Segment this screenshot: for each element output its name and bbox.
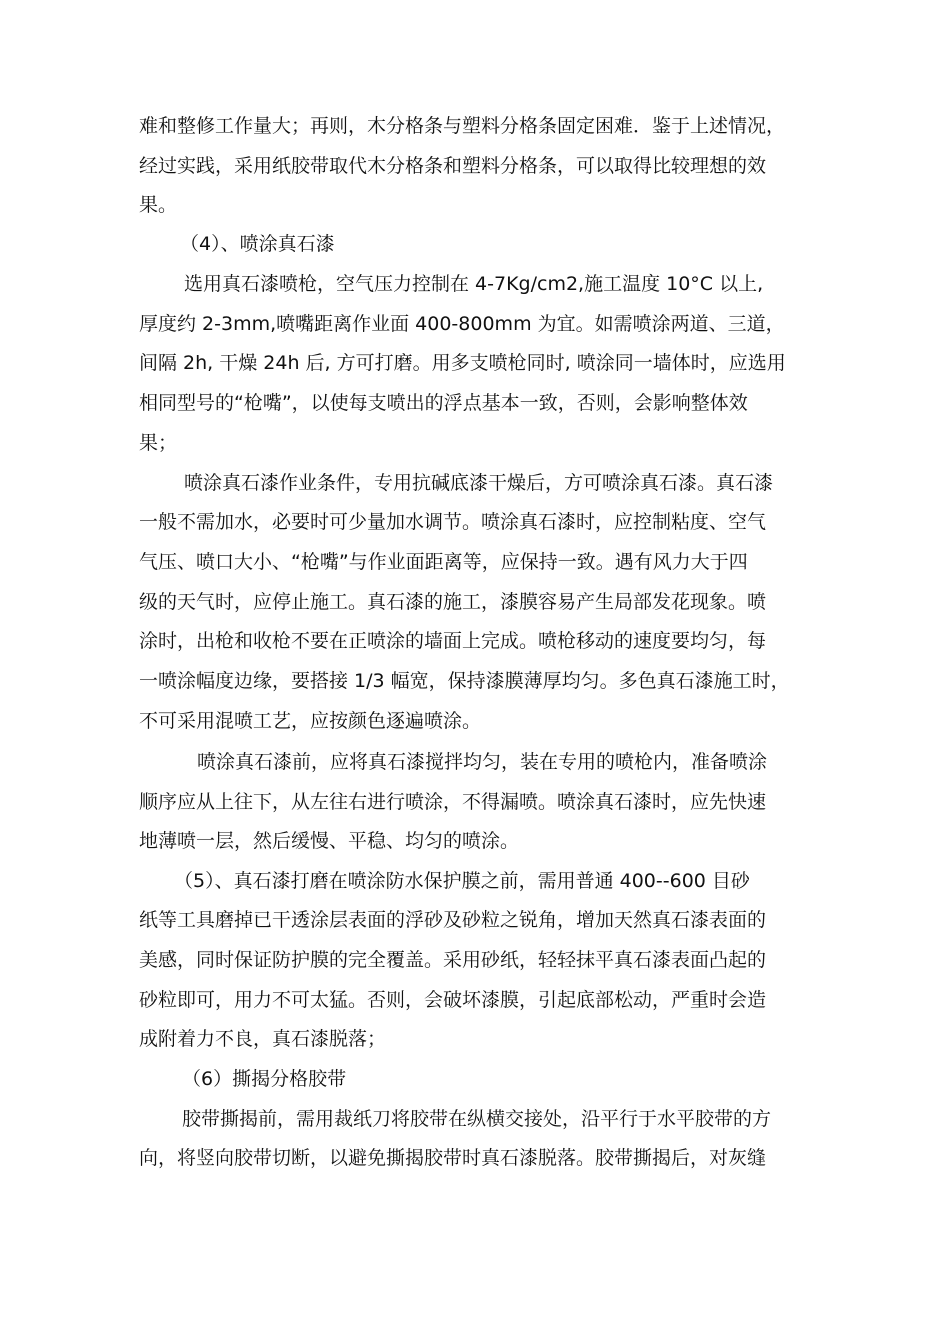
text-line: 经过实践，采用纸胶带取代木分格条和塑料分格条，可以取得比较理想的效	[139, 155, 767, 177]
text-line: 顺序应从上往下，从左往右进行喷涂，不得漏喷。喷涂真石漆时，应先快速	[139, 791, 767, 813]
text-line: 向，将竖向胶带切断，以避免撕揭胶带时真石漆脱落。胶带撕揭后，对灰缝	[139, 1147, 767, 1169]
text-line: 选用真石漆喷枪，空气压力控制在 4-7Kg/cm2,施工温度 10°C 以上,	[184, 273, 764, 295]
text-line: 纸等工具磨掉已干透涂层表面的浮砂及砂粒之锐角，增加天然真石漆表面的	[139, 909, 767, 931]
text-line: 相同型号的“枪嘴”，以使每支喷出的浮点基本一致，否则，会影响整体效	[139, 392, 748, 414]
text-line: 砂粒即可，用力不可太猛。否则，会破坏漆膜，引起底部松动，严重时会造	[139, 989, 767, 1011]
text-line: 级的天气时，应停止施工。真石漆的施工，漆膜容易产生局部发花现象。喷	[139, 591, 767, 613]
text-line: 地薄喷一层，然后缓慢、平稳、均匀的喷涂。	[139, 830, 520, 852]
text-line: 喷涂真石漆前，应将真石漆搅拌均匀，装在专用的喷枪内，准备喷涂	[197, 751, 768, 773]
section-heading-4: （4）、喷涂真石漆	[180, 233, 335, 255]
text-line: 一般不需加水，必要时可少量加水调节。喷涂真石漆时，应控制粘度、空气	[139, 511, 767, 533]
text-line: 难和整修工作量大；再则，木分格条与塑料分格条固定困难．鉴于上述情况，	[139, 115, 786, 137]
text-line: 美感，同时保证防护膜的完全覆盖。采用砂纸，轻轻抹平真石漆表面凸起的	[139, 949, 767, 971]
text-line: 一喷涂幅度边缘，要搭接 1/3 幅宽，保持漆膜薄厚均匀。多色真石漆施工时，	[139, 670, 790, 692]
text-line: 成附着力不良，真石漆脱落；	[139, 1028, 387, 1050]
text-line: 喷涂真石漆作业条件，专用抗碱底漆干燥后，方可喷涂真石漆。真石漆	[184, 472, 774, 494]
text-line: 果。	[139, 194, 178, 216]
section-heading-5: （5）、真石漆打磨在喷涂防水保护膜之前，需用普通 400--600 目砂	[174, 870, 750, 892]
text-line: 间隔 2h, 干燥 24h 后, 方可打磨。用多支喷枪同时, 喷涂同一墙体时，应选用	[139, 352, 786, 374]
section-heading-6: （6）撕揭分格胶带	[182, 1068, 347, 1090]
text-line: 不可采用混喷工艺，应按颜色逐遍喷涂。	[139, 710, 482, 732]
text-line: 涂时，出枪和收枪不要在正喷涂的墙面上完成。喷枪移动的速度要均匀，每	[139, 630, 767, 652]
text-line: 气压、喷口大小、“枪嘴”与作业面距离等，应保持一致。遇有风力大于四	[139, 551, 748, 573]
text-line: 胶带撕揭前，需用裁纸刀将胶带在纵横交接处，沿平行于水平胶带的方	[182, 1108, 772, 1130]
text-line: 果；	[139, 432, 178, 454]
text-line: 厚度约 2-3mm,喷嘴距离作业面 400-800mm 为宜。如需喷涂两道、三道，	[139, 313, 785, 335]
